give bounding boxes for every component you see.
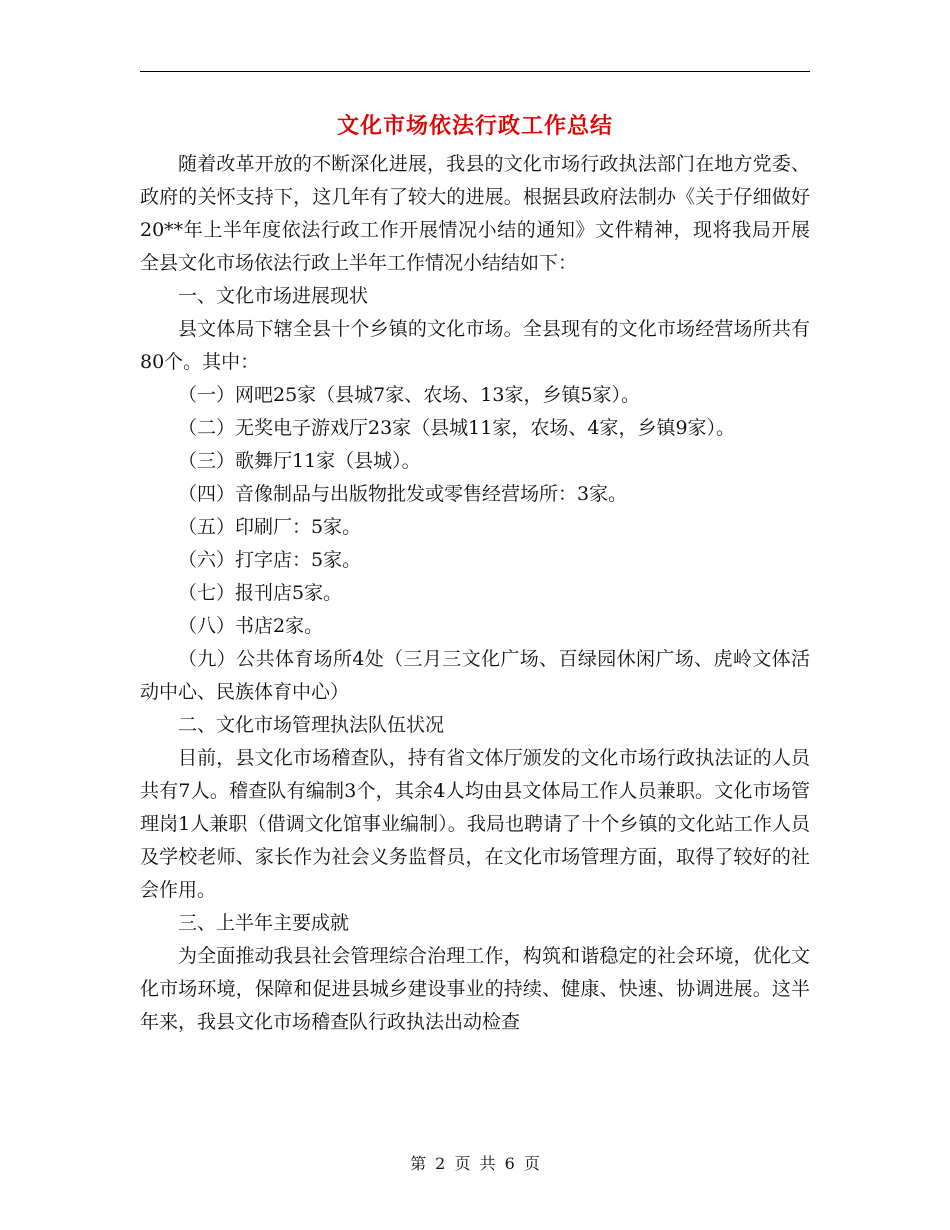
document-body xyxy=(140,148,810,1039)
document-title: 文化市场依法行政工作总结 xyxy=(336,113,613,139)
list-item: （三）歌舞厅11家（县城）。 xyxy=(178,450,421,472)
list-item: （四）音像制品与出版物批发或零售经营场所：3家。 xyxy=(178,483,628,505)
list-item: （六）打字店：5家。 xyxy=(178,549,362,571)
list-item: （五）印刷厂：5家。 xyxy=(178,516,362,538)
list-item: （二）无奖电子游戏厅23家（县城11家，农场、4家，乡镇9家）。 xyxy=(178,417,736,439)
paragraph: 为全面推动我县社会管理综合治理工作，构筑和谐稳定的社会环境，优化文化市场环境，保障和促进县城乡建设事业的持续、健康、快速、协调进展。这半年来，我县文化市场稽查队行政执法出动检查 xyxy=(140,945,810,1033)
list-item: （九）公共体育场所4处（三月三文化广场、百绿园休闲广场、虎岭文体活动中心、民族体育中心） xyxy=(140,648,810,703)
paragraph: 县文体局下辖全县十个乡镇的文化市场。全县现有的文化市场经营场所共有80个。其中： xyxy=(140,318,810,373)
paragraph: 随着改革开放的不断深化进展，我县的文化市场行政执法部门在地方党委、政府的关怀支持下，这几年有了较大的进展。根据县政府法制办《关于仔细做好20**年上半年度依法行政工作开展情况小结的通知》文件精神，现将我局开展全县文化市场依法行政上半年工作情况小结结如下： xyxy=(140,153,810,274)
section-heading: 一、文化市场进展现状 xyxy=(178,285,369,307)
header-rule xyxy=(140,71,810,72)
section-heading: 三、上半年主要成就 xyxy=(178,912,350,934)
page-number: 第 2 页 共 6 页 xyxy=(410,1154,540,1173)
list-item: （八）书店2家。 xyxy=(178,615,324,637)
list-item: （一）网吧25家（县城7家、农场、13家，乡镇5家）。 xyxy=(178,384,641,406)
list-item: （七）报刊店5家。 xyxy=(178,582,343,604)
paragraph: 目前，县文化市场稽查队，持有省文体厅颁发的文化市场行政执法证的人员共有7人。稽查队有编制3个，其余4人均由县文体局工作人员兼职。文化市场管理岗1人兼职（借调文化馆事业编制）。我局也聘请了十个乡镇的文化站工作人员及学校老师、家长作为社会义务监督员，在文化市场管理方面，取得了较好的社会作用。 xyxy=(140,747,810,901)
section-heading: 二、文化市场管理执法队伍状况 xyxy=(178,714,445,736)
